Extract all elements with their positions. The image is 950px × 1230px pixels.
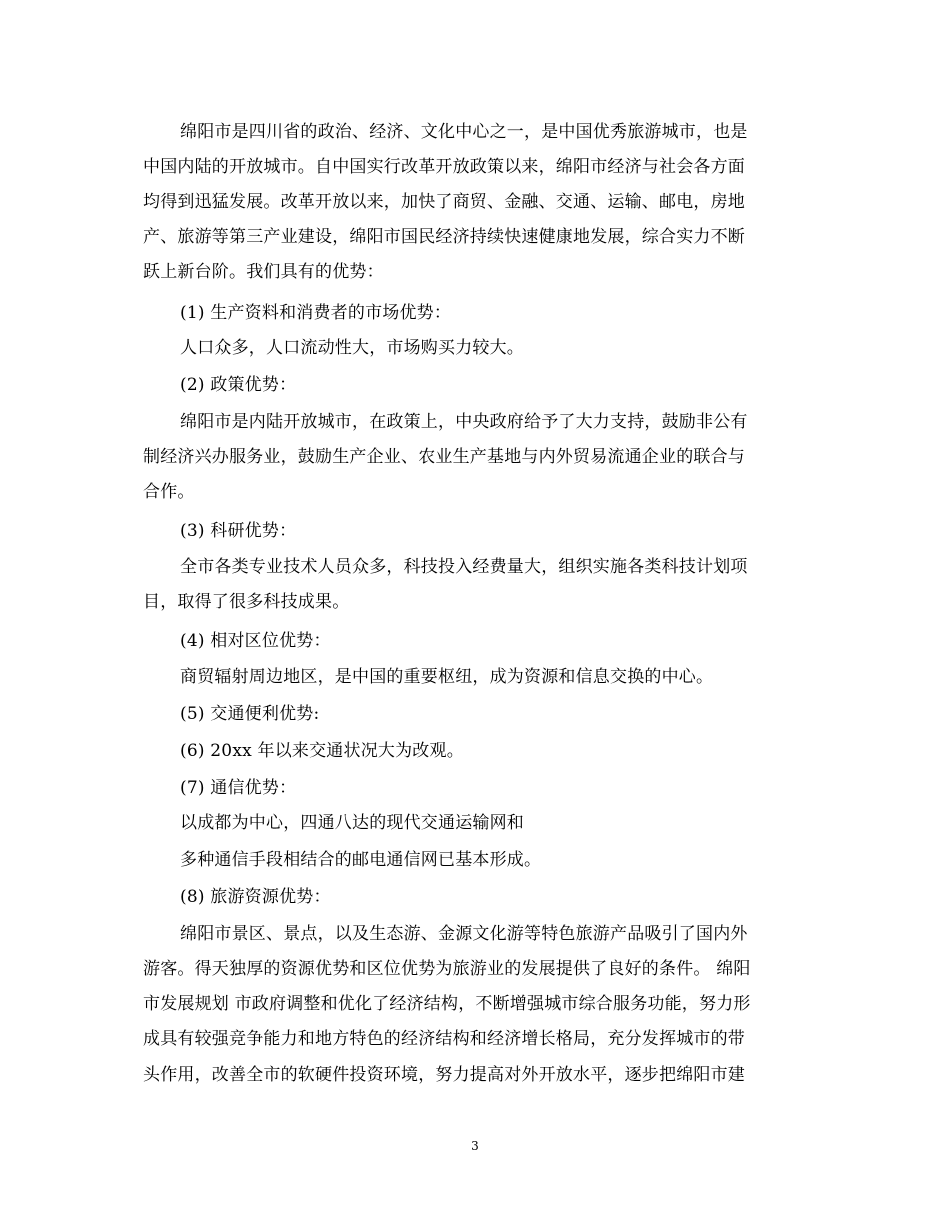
paragraph-line: 全市各类专业技术人员众多，科技投入经费量大，组织实施各类科技计划项 (180, 557, 748, 577)
page-number: 3 (471, 1139, 479, 1153)
paragraph-line: 产、旅游等第三产业建设，绵阳市国民经济持续快速健康地发展，综合实力不断 (143, 227, 745, 247)
paragraph-line: 头作用，改善全市的软硬件投资环境，努力提高对外开放水平，逐步把绵阳市建 (143, 1065, 745, 1085)
list-heading: (8) 旅游资源优势： (180, 887, 331, 907)
list-heading: (6) 20xx 年以来交通状况大为改观。 (180, 741, 464, 761)
list-heading: (7) 通信优势： (180, 778, 297, 798)
paragraph-line: 中国内陆的开放城市。自中国实行改革开放政策以来，绵阳市经济与社会各方面 (143, 157, 745, 177)
paragraph-line: 绵阳市是四川省的政治、经济、文化中心之一，是中国优秀旅游城市，也是 (180, 122, 748, 142)
paragraph-line: 合作。 (143, 482, 195, 502)
list-heading: (1) 生产资料和消费者的市场优势： (180, 303, 452, 323)
paragraph-line: 目，取得了很多科技成果。 (143, 592, 350, 612)
paragraph-line: 人口众多，人口流动性大，市场购买力较大。 (180, 338, 524, 358)
paragraph-line: 商贸辐射周边地区，是中国的重要枢纽，成为资源和信息交换的中心。 (180, 667, 714, 687)
paragraph-line: 游客。得天独厚的资源优势和区位优势为旅游业的发展提供了良好的条件。 绵阳 (143, 959, 751, 979)
paragraph-line: 跃上新台阶。我们具有的优势： (143, 262, 384, 282)
list-heading: (2) 政策优势： (180, 375, 297, 395)
list-heading: (3) 科研优势： (180, 521, 297, 541)
paragraph-line: 绵阳市是内陆开放城市，在政策上，中央政府给予了大力支持，鼓励非公有 (180, 412, 748, 432)
paragraph-line: 以成都为中心，四通八达的现代交通运输网和 (180, 813, 524, 833)
paragraph-line: 市发展规划 市政府调整和优化了经济结构，不断增强城市综合服务功能，努力形 (143, 994, 751, 1014)
paragraph-line: 多种通信手段相结合的邮电通信网已基本形成。 (180, 850, 542, 870)
list-heading: (4) 相对区位优势： (180, 631, 331, 651)
paragraph-line: 成具有较强竞争能力和地方特色的经济结构和经济增长格局，充分发挥城市的带 (143, 1029, 745, 1049)
paragraph-line: 绵阳市景区、景点，以及生态游、金源文化游等特色旅游产品吸引了国内外 (180, 924, 748, 944)
paragraph-line: 制经济兴办服务业，鼓励生产企业、农业生产基地与内外贸易流通企业的联合与 (143, 447, 745, 467)
list-heading: (5) 交通便利优势: (180, 704, 320, 724)
paragraph-line: 均得到迅猛发展。改革开放以来，加快了商贸、金融、交通、运输、邮电，房地 (143, 192, 745, 212)
